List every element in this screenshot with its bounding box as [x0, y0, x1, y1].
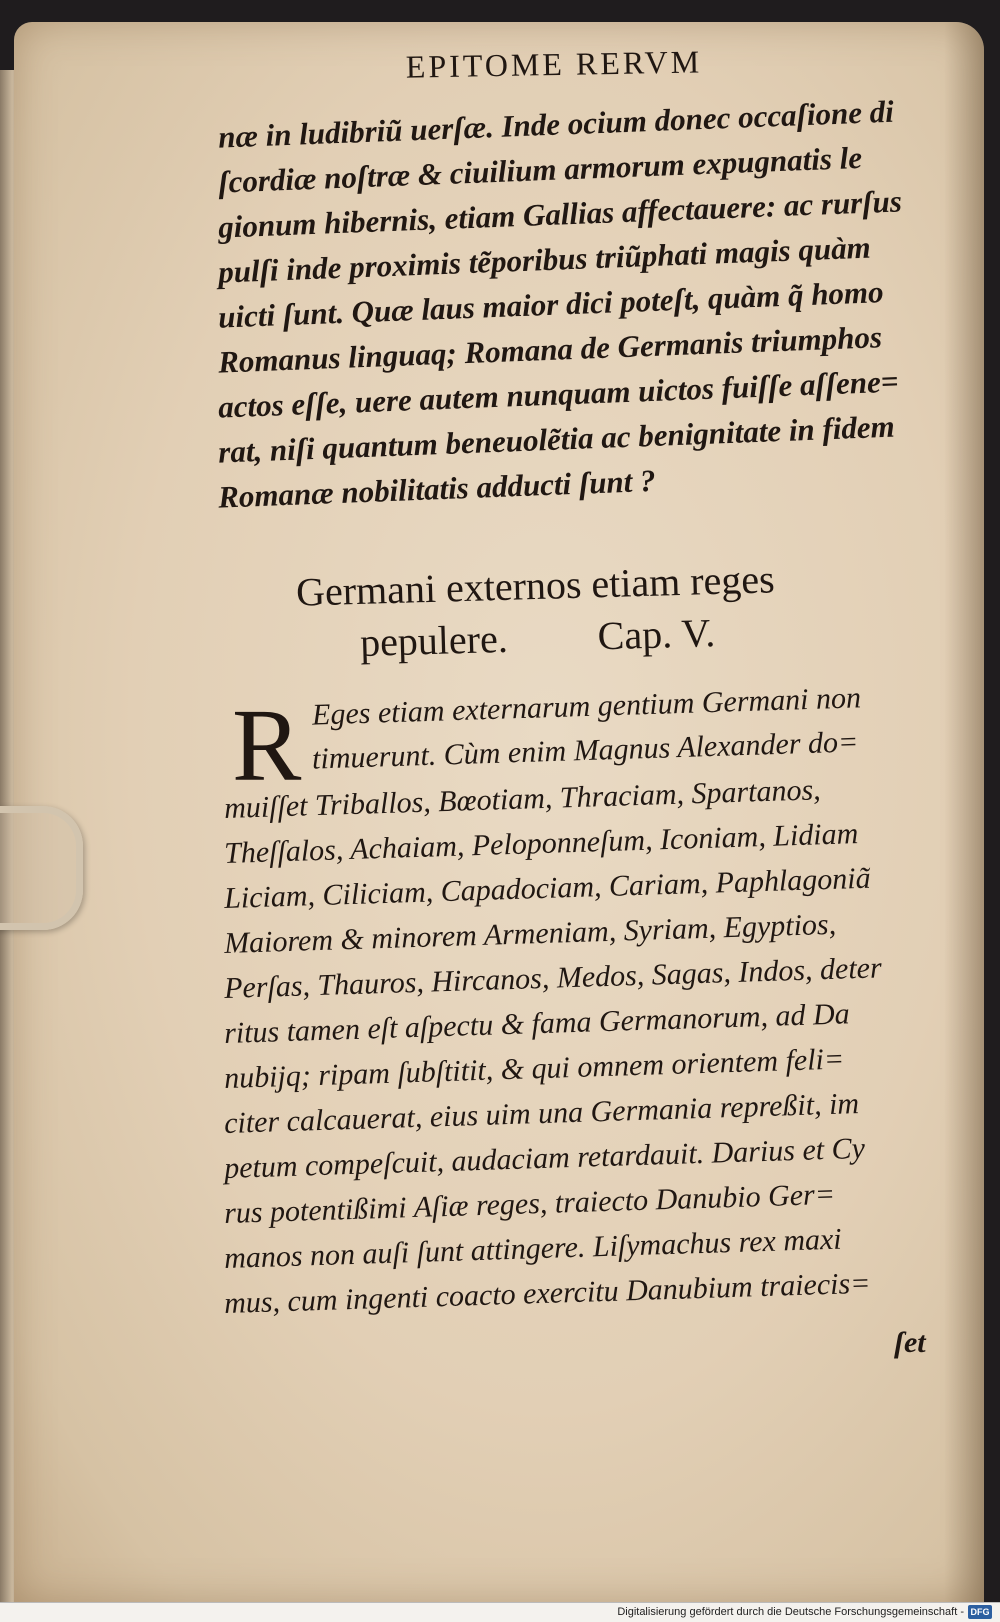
text-line: manos non auſi ſunt attingere. Liſymachus rex maxi: [223, 1222, 843, 1275]
text-line: Perſas, Thauros, Hircanos, Medos, Sagas, Indos, deter: [223, 951, 883, 1005]
text-line: Romanæ nobilitatis adducti ſunt ?: [217, 462, 657, 515]
book-clasp: [0, 806, 83, 930]
drop-cap: R: [232, 688, 302, 803]
text-line: rat, niſi quantum beneuolẽtia ac benignitate in fidem: [217, 408, 896, 470]
gutter-shadow: [944, 22, 984, 1602]
text-line: næ in ludibriũ uerſæ. Inde ocium donec occaſione di: [217, 93, 895, 155]
text-line: Eges etiam externarum gentium Germani non: [311, 681, 862, 732]
text-line: Theſſalos, Achaiam, Peloponneſum, Iconiam, Lidiam: [223, 817, 859, 870]
text-line: uicti ſunt. Quæ laus maior dici poteſt, quàm q̃ homo: [217, 274, 885, 335]
text-line: Maiorem & minorem Armeniam, Syriam, Egyptios,: [223, 907, 837, 960]
funding-credit: Digitalisierung gefördert durch die Deutsche Forschungsgemeinschaft -: [617, 1606, 964, 1618]
text-line: rus potentißimi Aſiæ reges, traiecto Danubio Ger=: [223, 1177, 836, 1230]
chapter-heading-word: pepulere.: [359, 615, 509, 665]
text-line: gionum hibernis, etiam Gallias affectauere: ac rurſus: [217, 183, 903, 245]
text-line: Romanus linguaq; Romana de Germanis triumphos: [217, 319, 883, 380]
text-line: pulſi inde proximis tẽporibus triũphati magis quàm: [217, 229, 872, 290]
text-line: actos eſſe, uere autem nunquam uictos fuiſſe aſſene=: [217, 363, 900, 425]
chapter-heading: Germani externos etiam reges: [295, 556, 776, 615]
book-page: [14, 22, 984, 1602]
text-line: muiſſet Triballos, Bœotiam, Thraciam, Spartanos,: [223, 773, 822, 825]
running-head: EPITOME RERVM: [405, 43, 703, 85]
text-line: ſcordiæ noſtræ & ciuilium armorum expugnatis le: [217, 139, 863, 200]
text-line: timuerunt. Cùm enim Magnus Alexander do=: [311, 725, 859, 776]
text-line: ritus tamen eſt aſpectu & fama Germanorum, ad Da: [223, 997, 851, 1050]
chapter-heading-line-2: [359, 609, 715, 666]
text-line: nubijq; ripam ſubſtitit, & qui omnem orientem feli=: [223, 1042, 845, 1095]
chapter-number: Cap. V.: [597, 610, 716, 659]
dfg-logo-icon: DFG: [968, 1605, 992, 1619]
footer-bar: [0, 1602, 1000, 1622]
text-line: Liciam, Ciliciam, Capadociam, Cariam, Paphlagoniã: [223, 861, 872, 915]
text-line: petum compeſcuit, audaciam retardauit. Darius et Cy: [223, 1131, 866, 1185]
text-line: citer calcauerat, eius uim una Germania repreßit, im: [223, 1087, 860, 1140]
catchword: ſet: [894, 1326, 926, 1359]
text-line: mus, cum ingenti coacto exercitu Danubium traiecis=: [223, 1266, 871, 1320]
